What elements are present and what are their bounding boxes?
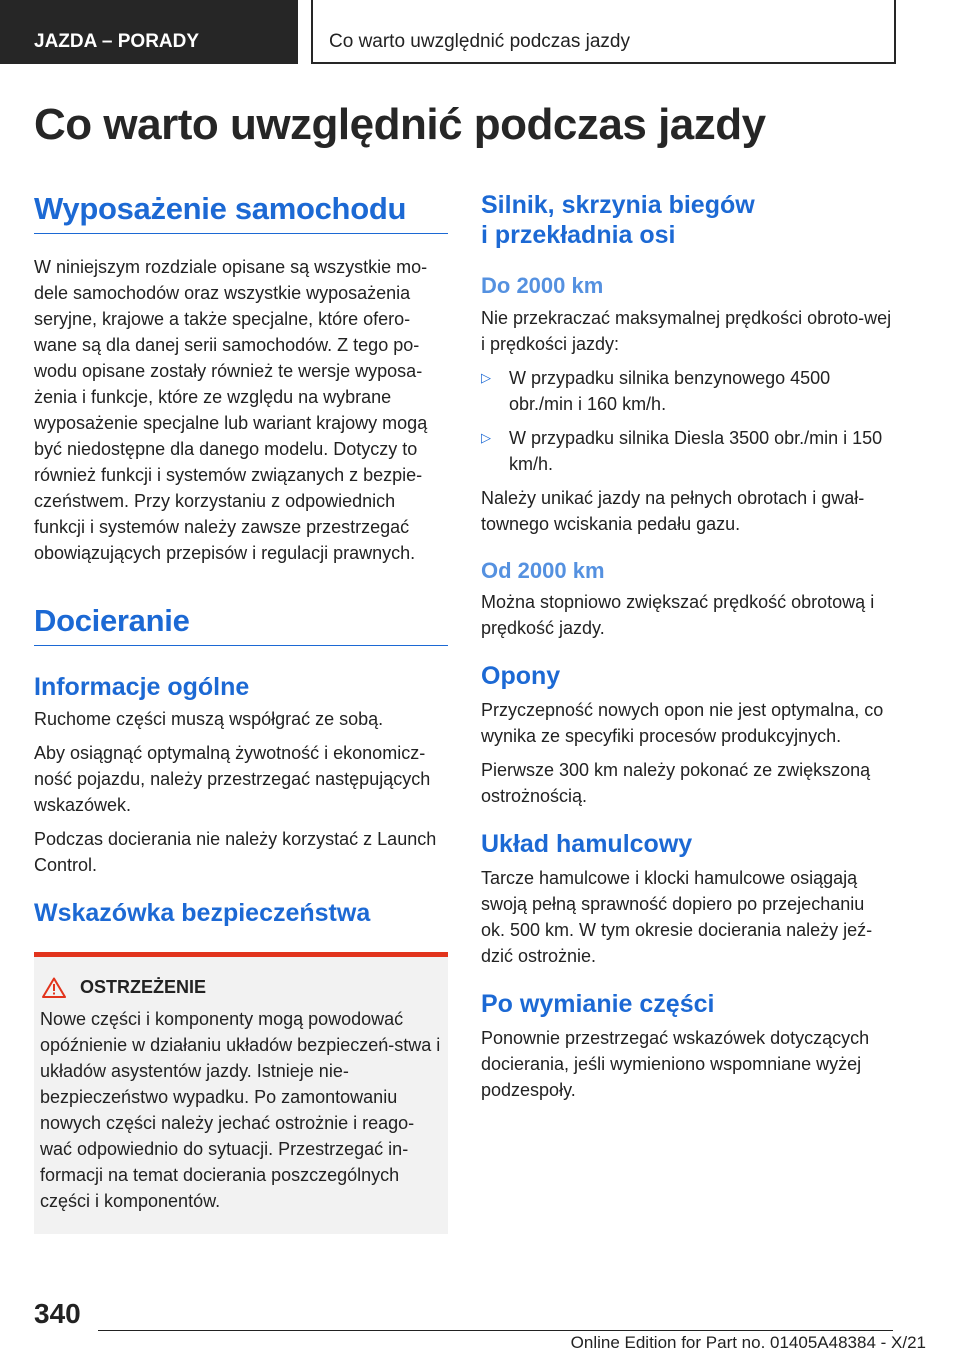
general-info-p3: Podczas docierania nie należy korzystać z Launch Control.: [34, 829, 437, 876]
parts-heading: Po wymianie części: [481, 990, 715, 1019]
warning-triangle-icon: [42, 977, 66, 998]
safety-heading: Wskazówka bezpieczeństwa: [34, 899, 371, 928]
general-info-heading: Informacje ogólne: [34, 673, 250, 702]
from-2000-text: Można stopniowo zwiększać prędkość obrotową i prędkość jazdy.: [481, 592, 875, 639]
warning-box: [34, 952, 448, 1234]
warning-label: OSTRZEŻENIE: [80, 977, 207, 998]
equipment-text: W niniejszym rozdziale opisane są wszystkie mo-dele samochodów oraz wszystkie wyposażenia seryjne, krajowe a także specjalne, które ofero-wane są dla danej serii samochodów. Z tego po-wodu opisane zostały również te wersje wyposa-żenia i funkcje, które ze względu na wybrane wyposażenie specjalne lub wariant krajowy mogą być niedostępne dla danego modelu. Dotyczy to również funkcji i systemów związanych z bezpie-czeństwem. Przy korzystaniu z odpowiednich funkcji i systemów należy zawsze przestrzegać obowiązujących przepisów i regulacji prawnych.: [34, 257, 428, 564]
left-column: [34, 190, 448, 1234]
upto-2000-intro: Nie przekraczać maksymalnej prędkości obroto-wej i prędkości jazdy:: [481, 307, 892, 354]
right-column: [481, 190, 893, 1103]
warning-text: Nowe części i komponenty mogą powodować opóźnienie w działaniu układów bezpieczeń-stwa i układów asystentów jazdy. Istnieje nie-bezpieczeństwo wypadku. Po zamontowaniu nowych części należy jechać ostrożnie i reago-wać odpowiednio do sytuacji. Przestrzegać in-formacji na temat docierania poszczególnych części i komponentów.: [40, 1009, 441, 1212]
brakes-heading: Układ hamulcowy: [481, 830, 693, 859]
upto-2000-heading: Do 2000 km: [481, 273, 604, 298]
warning-header: [40, 977, 442, 998]
header-topic-tab: Co warto uwzględnić podczas jazdy: [311, 0, 896, 64]
page-number: 340: [34, 1298, 81, 1329]
bullet-item: [481, 365, 893, 417]
engine-heading-line1: Silnik, skrzynia biegów: [481, 191, 755, 219]
engine-heading-line2: i przekładnia osi: [481, 221, 676, 249]
footer-edition: Online Edition for Part no. 01405A48384 - X/21: [570, 1333, 926, 1352]
general-info-p2: Aby osiągnąć optymalną żywotność i ekonomicz-ność pojazdu, należy przestrzegać następujących wskazówek.: [34, 743, 431, 816]
from-2000-heading: Od 2000 km: [481, 557, 605, 583]
bullet-text: W przypadku silnika benzynowego 4500 obr./min i 160 km/h.: [509, 367, 831, 414]
bullet-text: W przypadku silnika Diesla 3500 obr./min i 150 km/h.: [509, 427, 883, 474]
tires-p2: Pierwsze 300 km należy pokonać ze zwiększoną ostrożnością.: [481, 760, 871, 807]
bullet-triangle-icon: ▷: [481, 429, 491, 445]
general-info-p1: Ruchome części muszą współgrać ze sobą.: [34, 709, 384, 730]
equipment-heading: Wyposażenie samochodu: [34, 190, 448, 234]
break-in-heading: Docieranie: [34, 602, 448, 646]
engine-heading: [481, 190, 893, 250]
bullet-triangle-icon: ▷: [481, 369, 491, 385]
footer-divider: [98, 1330, 893, 1331]
tires-heading: Opony: [481, 662, 561, 691]
upto-2000-note: Należy unikać jazdy na pełnych obrotach i gwał-townego wciskania pedału gazu.: [481, 487, 865, 534]
bullet-item: [481, 425, 893, 477]
header-section-tab: JAZDA – PORADY: [0, 0, 298, 64]
page-title: Co warto uwzględnić podczas jazdy: [34, 100, 766, 149]
brakes-text: Tarcze hamulcowe i klocki hamulcowe osiągają swoją pełną sprawność dopiero po przejechaniu ok. 500 km. W tym okresie docierania należy jeź-dzić ostrożnie.: [481, 868, 873, 967]
tires-p1: Przyczepność nowych opon nie jest optymalna, co wynika ze specyfiki procesów produkcyjnych.: [481, 700, 884, 747]
parts-text: Ponownie przestrzegać wskazówek dotyczących docierania, jeśli wymieniono wspomniane wyżej podzespoły.: [481, 1028, 870, 1101]
